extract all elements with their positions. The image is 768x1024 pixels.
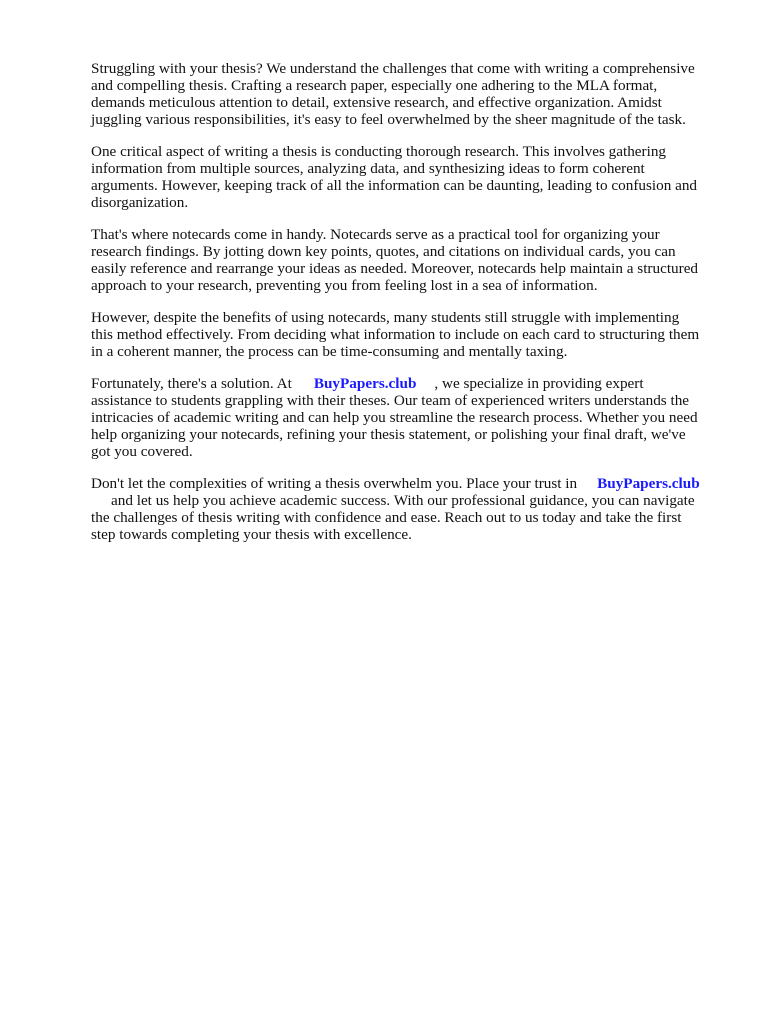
text-segment: and let us help you achieve academic success. With our professional guidance, you can navigate: [111, 492, 695, 509]
text-line: assistance to students grappling with their theses. Our team of experienced writers understands the: [91, 392, 690, 409]
text-line: the challenges of thesis writing with confidence and ease. Reach out to us today and take the first: [91, 509, 682, 526]
text-segment: Don't let the complexities of writing a thesis overwhelm you. Place your trust in: [91, 475, 578, 492]
text-line: intricacies of academic writing and can help you streamline the research process. Whether you need: [91, 409, 698, 426]
text-line: demands meticulous attention to detail, extensive research, and effective organization. Amidst: [91, 94, 662, 111]
text-line: this method effectively. From deciding what information to include on each card to structuring them: [91, 326, 700, 343]
text-line: step towards completing your thesis with excellence.: [91, 526, 412, 543]
text-line: help organizing your notecards, refining your thesis statement, or polishing your final draft, we've: [91, 426, 686, 443]
text-line: arguments. However, keeping track of all the information can be daunting, leading to confusion and: [91, 177, 698, 194]
text-line: One critical aspect of writing a thesis is conducting thorough research. This involves gathering: [91, 143, 667, 160]
paragraph-4: [91, 309, 721, 360]
text-line: Struggling with your thesis? We understand the challenges that come with writing a comprehensive: [91, 60, 695, 77]
text-line: That's where notecards come in handy. Notecards serve as a practical tool for organizing your: [91, 226, 660, 243]
text-line: juggling various responsibilities, it's easy to feel overwhelmed by the sheer magnitude of the task.: [91, 111, 686, 128]
text-line: [91, 375, 721, 392]
paragraph-3: [91, 226, 721, 294]
text-line: [91, 475, 721, 492]
document-page: [91, 60, 721, 558]
paragraph-6: [91, 475, 721, 543]
text-line: research findings. By jotting down key points, quotes, and citations on individual cards, you can: [91, 243, 676, 260]
text-line: [91, 492, 721, 509]
text-line: got you covered.: [91, 443, 193, 460]
text-line: approach to your research, preventing you from feeling lost in a sea of information.: [91, 277, 598, 294]
text-line: easily reference and rearrange your ideas as needed. Moreover, notecards help maintain a structured: [91, 260, 699, 277]
buypapers-link[interactable]: BuyPapers.club: [597, 475, 700, 492]
text-line: However, despite the benefits of using notecards, many students still struggle with implementing: [91, 309, 680, 326]
paragraph-2: [91, 143, 721, 211]
text-line: information from multiple sources, analyzing data, and synthesizing ideas to form coherent: [91, 160, 645, 177]
paragraph-1: [91, 60, 721, 128]
buypapers-link[interactable]: BuyPapers.club: [313, 375, 417, 392]
text-segment: , we specialize in providing expert: [434, 375, 644, 392]
text-line: disorganization.: [91, 194, 189, 211]
text-line: and compelling thesis. Crafting a research paper, especially one adhering to the MLA format,: [91, 77, 658, 94]
paragraph-5: [91, 375, 721, 460]
text-segment: Fortunately, there's a solution. At: [91, 375, 292, 392]
text-line: in a coherent manner, the process can be time-consuming and mentally taxing.: [91, 343, 568, 360]
